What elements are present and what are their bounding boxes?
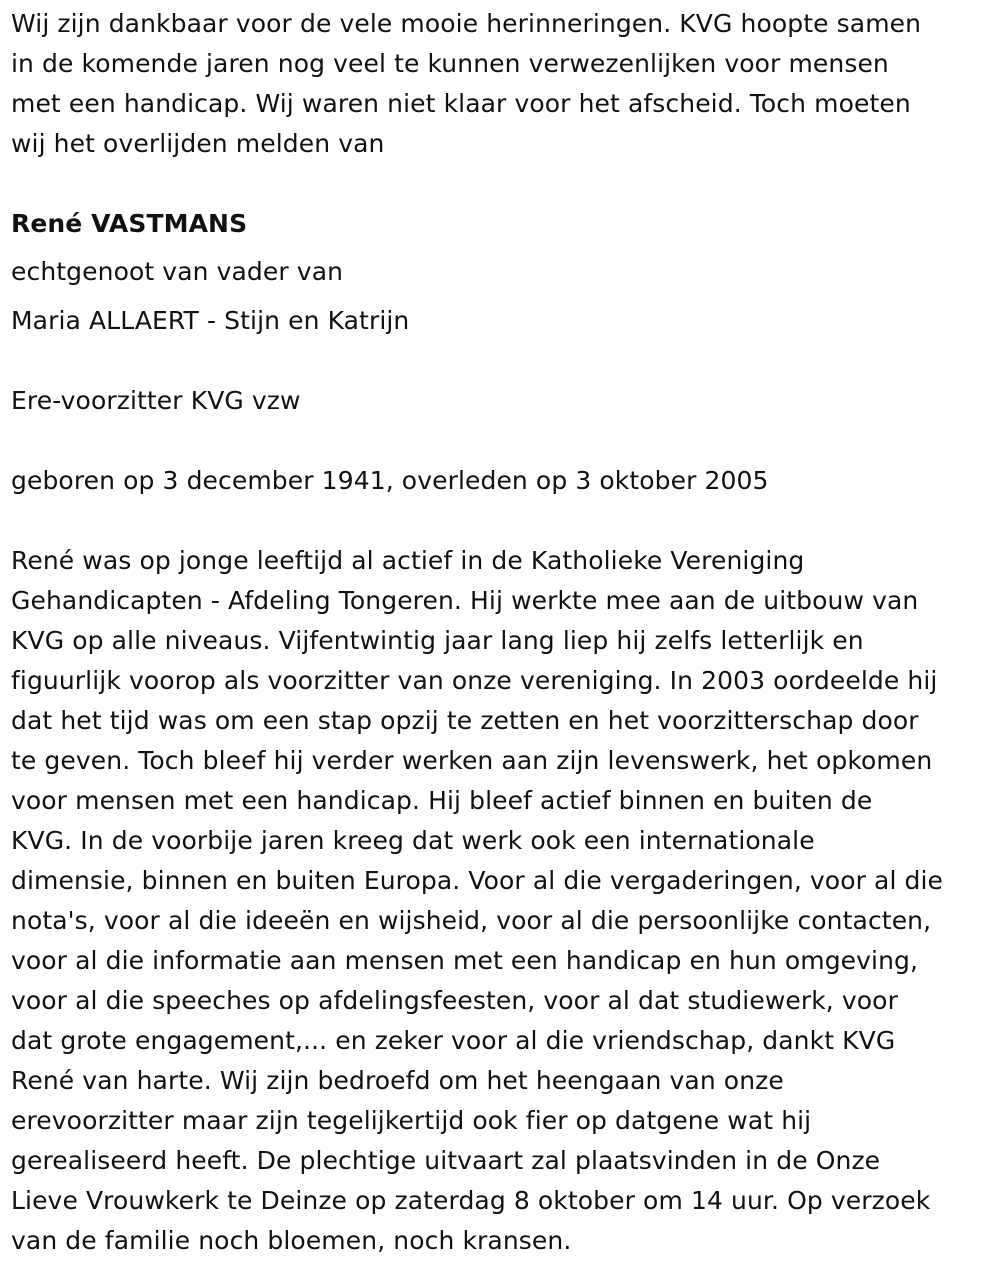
body-line: René van harte. Wij zijn bedroefd om het heengaan van onze	[11, 1066, 784, 1095]
body-line: dimensie, binnen en buiten Europa. Voor al die vergaderingen, voor al die	[11, 866, 944, 895]
body-line: voor al die informatie aan mensen met een handicap en hun omgeving,	[11, 946, 919, 975]
body-line: Lieve Vrouwkerk te Deinze op zaterdag 8 oktober om 14 uur. Op verzoek	[11, 1186, 931, 1215]
body-line: erevoorzitter maar zijn tegelijkertijd ook fier op datgene wat hij	[11, 1106, 812, 1135]
intro-line: wij het overlijden melden van	[11, 129, 385, 158]
body-line: figuurlijk voorop als voorzitter van onze vereniging. In 2003 oordeelde hij	[11, 666, 938, 695]
body-line: voor mensen met een handicap. Hij bleef actief binnen en buiten de	[11, 786, 873, 815]
body-line: van de familie noch bloemen, noch kransen.	[11, 1226, 572, 1255]
body-line: Gehandicapten - Afdeling Tongeren. Hij werkte mee aan de uitbouw van	[11, 586, 919, 615]
body-line: gerealiseerd heeft. De plechtige uitvaart zal plaatsvinden in de Onze	[11, 1146, 881, 1175]
body-line: te geven. Toch bleef hij verder werken aan zijn levenswerk, het opkomen	[11, 746, 933, 775]
deceased-dates: geboren op 3 december 1941, overleden op 3 oktober 2005	[11, 466, 769, 495]
body-line: dat grote engagement,... en zeker voor al die vriendschap, dankt KVG	[11, 1026, 896, 1055]
intro-line: met een handicap. Wij waren niet klaar voor het afscheid. Toch moeten	[11, 89, 911, 118]
body-line: KVG op alle niveaus. Vijfentwintig jaar lang liep hij zelfs letterlijk en	[11, 626, 864, 655]
body-line: voor al die speeches op afdelingsfeesten, voor al dat studiewerk, voor	[11, 986, 898, 1015]
intro-line: in de komende jaren nog veel te kunnen verwezenlijken voor mensen	[11, 49, 889, 78]
body-line: dat het tijd was om een stap opzij te zetten en het voorzitterschap door	[11, 706, 919, 735]
intro-line: Wij zijn dankbaar voor de vele mooie herinneringen. KVG hoopte samen	[11, 9, 922, 38]
body-line: nota's, voor al die ideeën en wijsheid, voor al die persoonlijke contacten,	[11, 906, 932, 935]
body-line: KVG. In de voorbije jaren kreeg dat werk ook een internationale	[11, 826, 815, 855]
deceased-family: Maria ALLAERT - Stijn en Katrijn	[11, 306, 410, 335]
deceased-role: Ere-voorzitter KVG vzw	[11, 386, 301, 415]
deceased-name: René VASTMANS	[11, 209, 248, 238]
body-line: René was op jonge leeftijd al actief in de Katholieke Vereniging	[11, 546, 805, 575]
deceased-relation: echtgenoot van vader van	[11, 257, 344, 286]
